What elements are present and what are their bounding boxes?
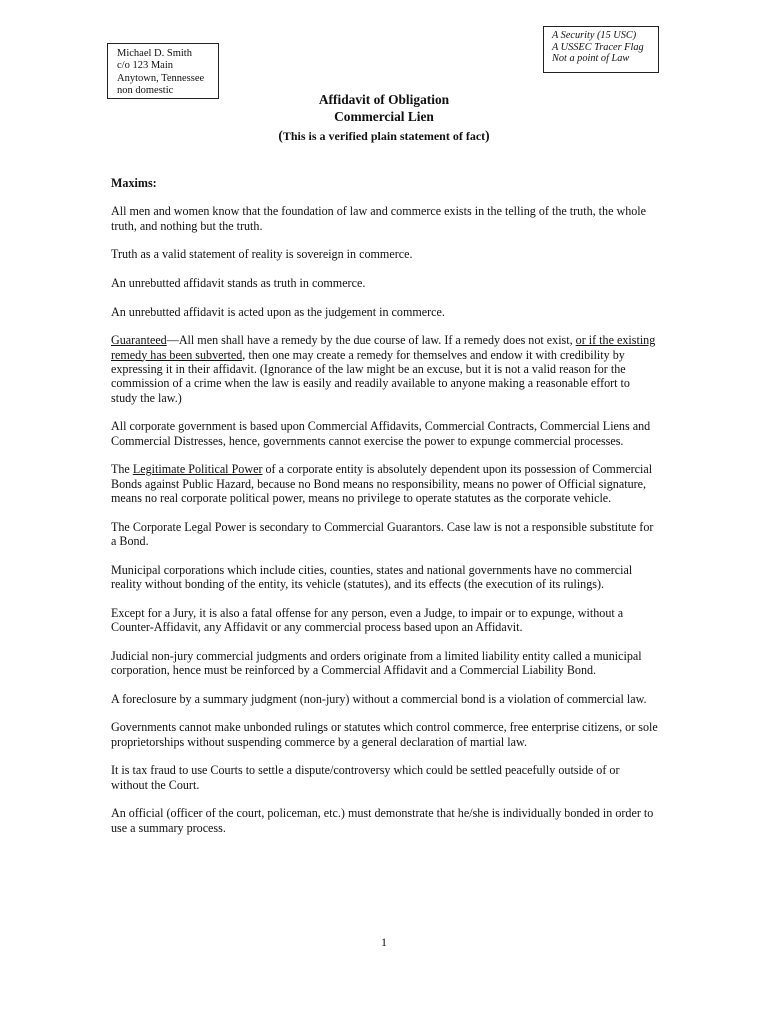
security-line-1: A Security (15 USC) — [552, 30, 637, 41]
paragraph-10: Except for a Jury, it is also a fatal offense for any person, even a Judge, to impair or to expunge, without a Counter-Affidavit, any Affidavit or any commercial process based upon an Affidavit. — [111, 605, 624, 635]
security-line-2: A USSEC Tracer Flag — [552, 41, 644, 53]
page-number: 1 — [381, 935, 387, 949]
paragraph-7-text-a: The — [111, 462, 133, 477]
statement-close-paren: ) — [485, 128, 490, 143]
document-subtitle: Commercial Lien — [334, 109, 434, 124]
document-statement — [0, 128, 768, 144]
paragraph-5-text-b: then one may create a remedy for themselves and endow it with credibility by expressing it in their affidavit. (Ignorance of the law might be an excuse, but it is not a valid reason for the commission of a crime when the law is easily and readily available to anyone making a reasonable effort to study the law.) — [111, 347, 630, 405]
paragraph-15: An official (officer of the court, policeman, etc.) must demonstrate that he/she is individually bonded in order to use a summary process. — [111, 806, 654, 835]
paragraph-13: Governments cannot make unbonded rulings or statutes which control commerce, free enterprise citizens, or sole proprietorships without suspending commerce by a general declaration of martial law. — [111, 720, 658, 749]
security-line-3: Not a point of Law — [552, 53, 630, 65]
statement-text: This is a verified plain statement of fact — [282, 129, 486, 143]
statement-open-paren: ( — [278, 128, 283, 143]
document-title: Affidavit of Obligation — [318, 92, 450, 107]
paragraph-1: All men and women know that the foundation of law and commerce exists in the telling of the truth, the whole truth, and nothing but the truth. — [111, 204, 647, 233]
address-box — [107, 43, 219, 99]
paragraph-8: The Corporate Legal Power is secondary to Commercial Guarantors. Case law is not a responsible substitute for a Bond. — [111, 519, 654, 549]
document-body — [111, 176, 659, 849]
paragraph-14: It is tax fraud to use Courts to settle a dispute/controversy which could be settled peacefully outside of or without the Court. — [111, 763, 620, 792]
paragraph-7-text-b: of a corporate entity is absolutely dependent upon its possession of Commercial Bonds against Public Hazard, because no Bond means no responsibility, means no power of Official signature, means no real corporate political power, means no privilege to operate statutes as the corporate vehicle. — [111, 462, 653, 506]
underlined-subverted: or if the existing remedy has been subverted, — [111, 333, 656, 362]
paragraph-4: An unrebutted affidavit is acted upon as the judgement in commerce. — [111, 304, 445, 319]
paragraph-5-text-a: —All men shall have a remedy by the due course of law. If a remedy does not exist, — [166, 333, 576, 348]
paragraph-5 — [111, 333, 659, 405]
paragraph-12: A foreclosure by a summary judgment (non-jury) without a commercial bond is a violation of commercial law. — [111, 691, 647, 706]
address-name: Michael D. Smith — [117, 48, 192, 59]
address-city: Anytown, Tennessee — [117, 72, 205, 84]
paragraph-6: All corporate government is based upon Commercial Affidavits, Commercial Contracts, Commercial Liens and Commercial Distresses, hence, governments cannot exercise the power to expunge commercial processes. — [111, 419, 651, 448]
paragraph-3: An unrebutted affidavit stands as truth in commerce. — [111, 276, 366, 290]
underlined-political-power: Legitimate Political Power — [132, 462, 263, 477]
security-box — [543, 26, 659, 73]
paragraph-7 — [111, 462, 659, 505]
underlined-guaranteed: Guaranteed — [111, 333, 167, 348]
paragraph-11: Judicial non-jury commercial judgments and orders originate from a limited liability entity called a municipal corporation, hence must be reinforced by a Commercial Affidavit and a Commercial Liability Bond. — [111, 648, 642, 678]
paragraph-2: Truth as a valid statement of reality is sovereign in commerce. — [111, 247, 413, 262]
address-street: c/o 123 Main — [117, 60, 173, 72]
paragraph-9: Municipal corporations which include cities, counties, states and national governments have no commercial reality without bonding of the entity, its vehicle (statutes), and its effects (the execution of its rulings). — [111, 562, 633, 592]
address-status: non domestic — [117, 85, 174, 97]
maxims-heading: Maxims: — [111, 176, 157, 190]
